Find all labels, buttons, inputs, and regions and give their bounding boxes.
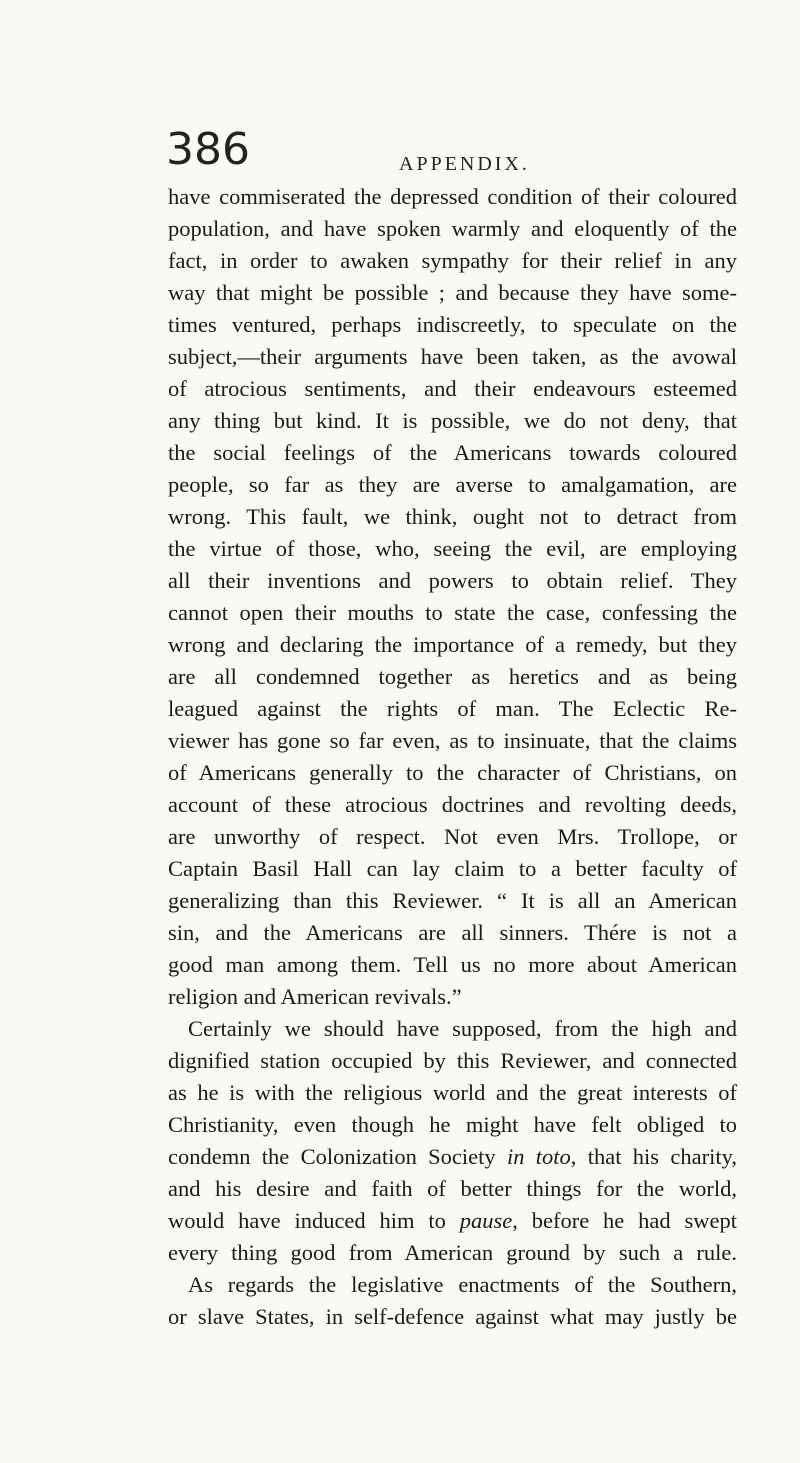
line-segment: are unworthy of respect. Not even Mrs. Trollope, or (168, 824, 737, 849)
text-line (168, 1301, 737, 1333)
text-line (168, 1205, 737, 1237)
line-segment: way that might be possible ; and because they have some- (168, 280, 737, 305)
text-line (168, 661, 737, 693)
line-segment: wrong and declaring the importance of a remedy, but they (168, 632, 737, 657)
line-segment: wrong. This fault, we think, ought not to detract from (168, 504, 737, 529)
line-segment: , before he had swept (512, 1208, 737, 1233)
line-segment: dignified station occupied by this Reviewer, and connected (168, 1048, 737, 1073)
text-line (168, 917, 737, 949)
text-line (168, 1109, 737, 1141)
line-segment: times ventured, perhaps indiscreetly, to speculate on the (168, 312, 737, 337)
line-segment: subject,—their arguments have been taken, as the avowal (168, 344, 737, 369)
line-segment: leagued against the rights of man. The Eclectic Re- (168, 696, 737, 721)
line-segment-italic: pause (459, 1208, 513, 1233)
text-line (168, 469, 737, 501)
line-segment: fact, in order to awaken sympathy for their relief in any (168, 248, 737, 273)
text-line (168, 1077, 737, 1109)
line-segment: or slave States, in self-defence against what may justly be (168, 1304, 737, 1329)
text-line (168, 373, 737, 405)
line-segment-italic: in toto (506, 1144, 571, 1169)
line-segment: of Americans generally to the character of Christians, on (168, 760, 737, 785)
line-segment: the social feelings of the Americans towards coloured (168, 440, 737, 465)
text-line (168, 597, 737, 629)
text-line (188, 1269, 737, 1301)
line-segment: population, and have spoken warmly and eloquently of the (168, 216, 737, 241)
line-segment: people, so far as they are averse to amalgamation, are (168, 472, 737, 497)
line-segment: as he is with the religious world and the great interests of (168, 1080, 737, 1105)
line-segment: are all condemned together as heretics and as being (168, 664, 737, 689)
text-line (168, 533, 737, 565)
line-segment: of atrocious sentiments, and their endeavours esteemed (168, 376, 737, 401)
text-line (168, 501, 737, 533)
line-segment: viewer has gone so far even, as to insinuate, that the claims (168, 728, 737, 753)
line-segment: condemn the Colonization Society (168, 1144, 507, 1169)
line-segment: Certainly we should have supposed, from the high and (188, 1016, 737, 1041)
line-segment: would have induced him to (168, 1208, 460, 1233)
text-line (168, 1237, 737, 1269)
line-segment: all their inventions and powers to obtain relief. They (168, 568, 737, 593)
line-segment: As regards the legislative enactments of the Southern, (188, 1272, 737, 1297)
running-head: APPENDIX. (399, 153, 530, 175)
line-segment: have commiserated the depressed condition of their coloured (168, 184, 737, 209)
text-line (168, 981, 737, 1013)
line-segment: good man among them. Tell us no more about American (168, 952, 737, 977)
text-line (168, 181, 737, 213)
text-line (168, 949, 737, 981)
text-line (168, 725, 737, 757)
text-line (168, 341, 737, 373)
text-line (168, 245, 737, 277)
text-line (168, 789, 737, 821)
text-line (188, 1013, 737, 1045)
line-segment: and his desire and faith of better things for the world, (168, 1176, 737, 1201)
text-line (168, 629, 737, 661)
line-segment: Christianity, even though he might have felt obliged to (168, 1112, 737, 1137)
text-line (168, 1173, 737, 1205)
line-segment: Captain Basil Hall can lay claim to a better faculty of (168, 856, 737, 881)
text-line (168, 309, 737, 341)
text-line (168, 213, 737, 245)
line-segment: any thing but kind. It is possible, we do not deny, that (168, 408, 737, 433)
page-number: 386 (166, 124, 250, 175)
text-line (168, 757, 737, 789)
text-line (168, 405, 737, 437)
line-segment: account of these atrocious doctrines and revolting deeds, (168, 792, 737, 817)
line-segment: the virtue of those, who, seeing the evil, are employing (168, 536, 737, 561)
text-line (168, 1141, 737, 1173)
line-segment: cannot open their mouths to state the case, confessing the (168, 600, 737, 625)
text-line (168, 821, 737, 853)
line-segment: generalizing than this Reviewer. “ It is all an American (168, 888, 737, 913)
line-segment: religion and American revivals.” (168, 984, 462, 1009)
text-line (168, 277, 737, 309)
line-segment: every thing good from American ground by such a rule. (168, 1240, 737, 1265)
line-segment: sin, and the Americans are all sinners. Thére is not a (168, 920, 737, 945)
text-line (168, 437, 737, 469)
text-line (168, 885, 737, 917)
text-line (168, 853, 737, 885)
text-line (168, 565, 737, 597)
line-segment: , that his charity, (570, 1144, 737, 1169)
text-line (168, 1045, 737, 1077)
text-line (168, 693, 737, 725)
